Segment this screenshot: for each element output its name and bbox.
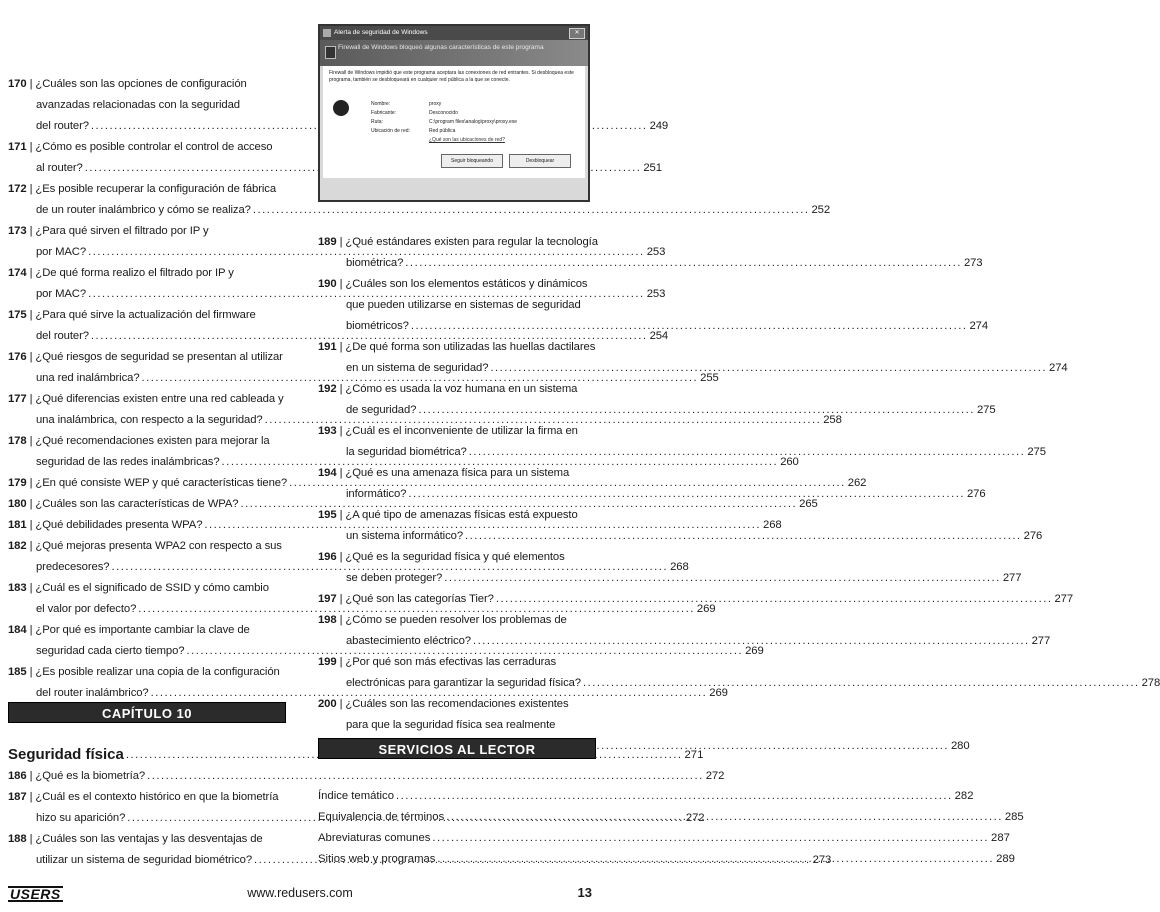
toc-entry-line [8,662,286,683]
toc-entry-line [318,232,596,253]
dialog-titlebar [320,26,588,40]
question-number: 199 [318,656,337,668]
dot-leader [496,589,1053,610]
page-ref: 278 [1141,677,1160,689]
question-number: 176 [8,351,27,363]
separator: | [339,509,343,521]
service-entry [318,828,1010,849]
question-number: 186 [8,770,27,782]
page-ref: 253 [646,246,666,258]
page-ref: 269 [709,687,728,699]
separator: | [29,582,33,594]
property-value: Red pública [429,128,456,134]
separator: | [339,278,343,290]
separator: | [29,183,33,195]
property-value: proxy [429,101,442,107]
separator: | [339,383,343,395]
toc-entry [8,766,725,787]
toc-entry-line [318,274,596,295]
toc-entry-line [8,137,286,158]
separator: | [339,425,343,437]
question-number: 193 [318,425,337,437]
page-ref: 274 [1049,362,1068,374]
separator: | [339,593,343,605]
property-value: C:\program files\analog\proxy\proxy.exe [429,119,518,125]
separator: | [29,540,33,552]
shield-icon [323,29,331,37]
toc-entry-line [8,347,286,368]
toc-entry-line [8,829,286,850]
question-text: se deben proteger? [346,572,443,584]
question-text: ¿Qué estándares existen para regular la tecnología [345,236,598,248]
dot-leader [408,484,965,505]
question-number: 191 [318,341,337,353]
question-number: 184 [8,624,27,636]
toc-entry-line [8,95,286,116]
page-ref: 276 [966,488,986,500]
question-number: 190 [318,278,337,290]
question-text: electrónicas para garantizar la seguridad física? [346,677,581,689]
separator: | [29,833,33,845]
page-ref: 277 [1002,572,1022,584]
question-text: del router? [36,120,89,132]
separator: | [29,351,33,363]
question-text: ¿Cuál es el contexto histórico en que la biometría [35,791,279,803]
separator: | [29,791,33,803]
question-text: ¿Por qué son más efectivas las cerraduras [345,656,557,668]
separator: | [339,698,343,710]
page-ref: 260 [780,456,799,468]
chapter-heading: CAPÍTULO 10 [8,702,286,723]
dot-leader [444,568,1001,589]
property-key: Nombre: [371,101,391,107]
question-number: 174 [8,267,27,279]
toc-entry-line [318,715,596,736]
page-ref: 285 [1004,811,1024,823]
page-ref: 275 [976,404,996,416]
dot-leader [473,631,1030,652]
toc-entry [8,179,831,221]
page-ref: 287 [991,832,1010,844]
page-ref: 289 [996,853,1015,865]
question-text: de un router inalámbrico y cómo se realiza? [36,204,251,216]
separator: | [29,393,33,405]
dot-leader [490,358,1047,379]
question-text: de seguridad? [346,404,417,416]
question-text: ¿Qué mejoras presenta WPA2 con respecto a sus [35,540,282,552]
page-ref: 282 [954,790,974,802]
dialog-property-row [371,109,517,118]
question-number: 177 [8,393,27,405]
question-text: ¿Qué diferencias existen entre una red cableada y [35,393,284,405]
toc-entry-line [8,263,286,284]
page-ref: 277 [1031,635,1051,647]
toc-entry-line [318,463,596,484]
dialog-banner [320,40,588,66]
question-number: 192 [318,383,337,395]
service-label: Índice temático [318,790,394,802]
dot-leader [465,526,1022,547]
page-ref: 268 [763,519,782,531]
toc-entry-line [318,568,1022,589]
question-text: ¿Qué debilidades presenta WPA? [35,519,203,531]
question-number: 189 [318,236,337,248]
page-ref: 252 [811,204,831,216]
separator: | [29,435,33,447]
toc-entry-line [318,295,596,316]
question-text: ¿Qué es la seguridad física y qué elementos [345,551,565,563]
dialog-property-row [371,118,517,127]
users-logo: USERS [10,886,61,902]
question-number: 173 [8,225,27,237]
question-text: ¿Cómo es usada la voz humana en un sistema [345,383,578,395]
question-text: ¿Es posible realizar una copia de la configuración [35,666,280,678]
question-text: ¿Qué riesgos de seguridad se presentan al utilizar [35,351,283,363]
dialog-body [323,66,585,178]
separator: | [29,309,33,321]
toc-entry-line [8,179,286,200]
question-text: predecesores? [36,561,110,573]
question-text: ¿Es posible recuperar la configuración de fábrica [35,183,277,195]
separator: | [29,141,33,153]
dot-leader [405,253,962,274]
question-text: la seguridad biométrica? [346,446,467,458]
toc-entry-line [318,610,596,631]
question-text: ¿En qué consiste WEP y qué características tiene? [35,477,288,489]
question-text: en un sistema de seguridad? [346,362,489,374]
question-text: utilizar un sistema de seguridad biométrico? [36,854,253,866]
page-ref: 268 [670,561,689,573]
question-text: ¿Cómo es posible controlar el control de acceso [35,141,273,153]
dialog-banner-text: Firewall de Windows bloqueó algunas características de este programa [338,44,544,51]
page-number: 13 [577,885,592,900]
question-number: 172 [8,183,27,195]
question-text: biométrica? [346,257,404,269]
dot-leader [446,807,1003,828]
page-ref: 254 [649,330,669,342]
firewall-icon [325,46,336,59]
question-text: avanzadas relacionadas con la seguridad [36,99,240,111]
page-ref: 249 [649,120,669,132]
toc-entry-line [8,305,286,326]
dialog-info: Firewall de Windows impidió que este programa aceptara las conexiones de red entrantes. Si desbloquea este programa, también se desbloqueará en cualquier red pública a la que se conecte. [329,70,574,83]
question-number: 175 [8,309,27,321]
question-text: abastecimiento eléctrico? [346,635,471,647]
question-number: 198 [318,614,337,626]
question-text: ¿Cuál es el significado de SSID y cómo cambio [35,582,269,594]
separator: | [29,498,33,510]
firewall-dialog-screenshot [318,24,590,202]
question-text: ¿Cuáles son las ventajas y las desventajas de [35,833,263,845]
page-ref: 255 [700,372,719,384]
property-key: Ubicación de red: [371,128,410,134]
toc-entry-line [8,200,831,221]
question-text: seguridad de las redes inalámbricas? [36,456,220,468]
toc-entry-line [318,505,596,526]
service-label: Abreviaturas comunes [318,832,431,844]
toc-entry-line [8,787,286,808]
dot-leader [418,400,975,421]
question-text: del router inalámbrico? [36,687,149,699]
toc-entry-line [8,74,286,95]
question-text: ¿Qué son las categorías Tier? [345,593,494,605]
question-text: seguridad cada cierto tiempo? [36,645,185,657]
question-text: un sistema informático? [346,530,463,542]
question-text: ¿Cuáles son las recomendaciones existentes [345,698,569,710]
question-text: ¿Cuáles son los elementos estáticos y dinámicos [345,278,588,290]
toc-entry-line [8,221,286,242]
toc-entry-line [318,694,596,715]
toc-entry-line [8,578,286,599]
separator: | [29,624,33,636]
dot-leader [411,316,968,337]
page-ref: 272 [685,812,705,824]
property-key: Ruta: [371,119,383,125]
separator: | [29,519,33,531]
dialog-property-row [371,100,517,109]
question-text: biométricos? [346,320,409,332]
page-ref: 271 [684,749,704,761]
question-text: ¿Para qué sirve la actualización del firmware [35,309,256,321]
separator: | [339,656,343,668]
toc-entry-line [8,620,286,641]
services-heading: SERVICIOS AL LECTOR [318,738,596,759]
toc-entry-line [318,379,596,400]
question-text: ¿Qué es la biometría? [35,770,146,782]
question-text: ¿Cuáles son las opciones de configuración [35,78,247,90]
question-text: ¿Cuáles son las características de WPA? [35,498,239,510]
question-number: 187 [8,791,27,803]
question-text: ¿Cuál es el inconveniente de utilizar la firma en [345,425,578,437]
toc-entry-line [318,526,1043,547]
question-text: para que la seguridad física sea realmente [346,719,556,731]
dot-leader [437,849,994,870]
dialog-buttons [441,154,571,168]
question-number: 195 [318,509,337,521]
question-number: 180 [8,498,27,510]
separator: | [29,225,33,237]
dot-leader [432,828,989,849]
separator: | [29,770,33,782]
page-ref: 274 [969,320,989,332]
service-entry [318,786,974,807]
page-ref: 280 [950,740,970,752]
question-text: ¿Por qué es importante cambiar la clave de [35,624,250,636]
question-text: hizo su aparición? [36,812,126,824]
question-text: ¿Para qué sirven el filtrado por IP y [35,225,209,237]
toc-entry-line [8,389,286,410]
question-number: 181 [8,519,27,531]
page-ref: 276 [1023,530,1043,542]
dialog-title: Alerta de seguridad de Windows [334,29,428,36]
dialog-properties [371,100,517,145]
toc-entry-line [8,766,725,787]
toc-entry-line [318,421,596,442]
service-label: Equivalencia de términos [318,811,445,823]
page-ref: 272 [705,770,725,782]
separator: | [29,78,33,90]
page-ref: 265 [799,498,818,510]
separator: | [29,666,33,678]
page-ref: 269 [745,645,764,657]
program-icon [333,100,349,116]
question-number: 183 [8,582,27,594]
question-number: 196 [318,551,337,563]
question-text: el valor por defecto? [36,603,137,615]
dot-leader [583,673,1140,694]
question-text: ¿Cómo se pueden resolver los problemas de [345,614,567,626]
question-number: 200 [318,698,337,710]
question-text: informático? [346,488,407,500]
question-number: 194 [318,467,337,479]
question-text: al router? [36,162,83,174]
page-ref: 262 [847,477,867,489]
footer-url: www.redusers.com [247,886,353,900]
question-text: ¿A qué tipo de amenazas físicas está expuesto [345,509,578,521]
property-value: Desconocido [429,110,458,116]
dot-leader [469,442,1026,463]
question-number: 185 [8,666,27,678]
separator: | [29,267,33,279]
page-footer [0,878,600,912]
dot-leader [147,766,704,787]
question-text: una inalámbrica, con respecto a la seguridad? [36,414,263,426]
page-ref: 251 [643,162,662,174]
separator: | [29,477,33,489]
separator: | [339,551,343,563]
question-text: una red inalámbrica? [36,372,140,384]
dialog-property-row [371,127,517,136]
question-text: por MAC? [36,246,87,258]
page-ref: 273 [963,257,983,269]
toc-entry-line [8,431,286,452]
question-text: ¿Qué es una amenaza física para un sistema [345,467,570,479]
question-text: por MAC? [36,288,87,300]
page-ref: 273 [812,854,832,866]
dot-leader [253,200,810,221]
toc-entry-line [8,536,286,557]
service-label: Sitios web y programas [318,853,436,865]
question-number: 170 [8,78,27,90]
unblock-button: Desbloquear [509,154,571,168]
question-text: ¿Qué recomendaciones existen para mejorar la [35,435,270,447]
dot-leader [396,786,953,807]
page-ref: 269 [696,603,716,615]
separator: | [339,341,343,353]
question-text: que pueden utilizarse en sistemas de seguridad [346,299,581,311]
question-number: 182 [8,540,27,552]
question-number: 188 [8,833,27,845]
page-ref: 258 [823,414,842,426]
question-number: 197 [318,593,337,605]
toc-entry-line [318,652,596,673]
question-text: del router? [36,330,89,342]
toc-entry-line [318,337,596,358]
question-number: 179 [8,477,27,489]
toc-entry-line [318,253,983,274]
network-locations-link: ¿Qué son las ubicaciones de red? [429,137,505,143]
page-ref: 253 [646,288,666,300]
toc-entry-line [318,547,596,568]
page-ref: 275 [1027,446,1046,458]
page-ref: 277 [1054,593,1074,605]
close-icon: ✕ [569,28,585,39]
separator: | [339,614,343,626]
section-title-text: Seguridad física [8,746,124,763]
question-text: ¿De qué forma realizo el filtrado por IP y [35,267,234,279]
property-key: Fabricante: [371,110,397,116]
keep-blocking-button: Seguir bloqueando [441,154,503,168]
question-number: 178 [8,435,27,447]
separator: | [339,467,343,479]
question-number: 171 [8,141,27,153]
question-text: ¿De qué forma son utilizadas las huellas dactilares [345,341,596,353]
separator: | [339,236,343,248]
